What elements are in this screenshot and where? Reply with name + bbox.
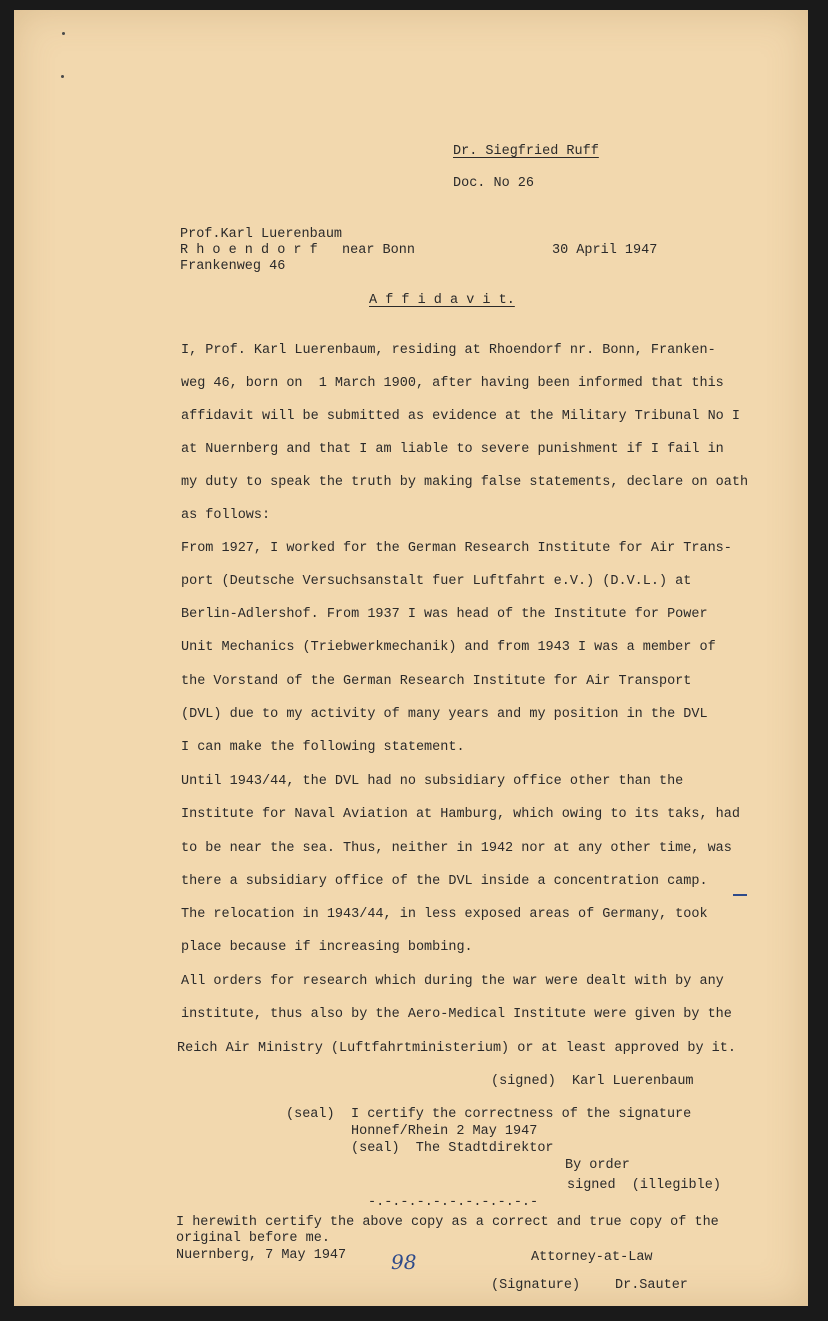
paper-speck bbox=[61, 75, 64, 78]
paper-speck bbox=[62, 32, 65, 35]
stadtdirektor-line: (seal) The Stadtdirektor bbox=[351, 1141, 554, 1156]
signer-name: Dr.Sauter bbox=[615, 1278, 688, 1293]
handwritten-page-number: 98 bbox=[391, 1250, 417, 1274]
body-line: to be near the sea. Thus, neither in 1942 nor at any other time, was bbox=[181, 841, 732, 856]
address-line-1: Prof.Karl Luerenbaum bbox=[180, 227, 343, 242]
body-line: Reich Air Ministry (Luftfahrtministerium) or at least approved by it. bbox=[177, 1041, 736, 1056]
place-date-line: Honnef/Rhein 2 May 1947 bbox=[351, 1124, 538, 1139]
signature-label: (Signature) bbox=[491, 1278, 581, 1293]
signed-line: (signed) Karl Luerenbaum bbox=[491, 1074, 694, 1089]
body-line: port (Deutsche Versuchsanstalt fuer Luftfahrt e.V.) (D.V.L.) at bbox=[181, 574, 692, 589]
certification-place-date: Nuernberg, 7 May 1947 bbox=[176, 1248, 347, 1263]
certification-line-1: I herewith certify the above copy as a correct and true copy of the bbox=[176, 1215, 719, 1230]
body-line: weg 46, born on 1 March 1900, after having been informed that this bbox=[181, 376, 724, 391]
signed-illegible-line: signed (illegible) bbox=[567, 1178, 721, 1193]
body-line: Until 1943/44, the DVL had no subsidiary office other than the bbox=[181, 774, 684, 789]
by-order-line: By order bbox=[565, 1158, 630, 1173]
body-line: Berlin-Adlershof. From 1937 I was head of the Institute for Power bbox=[181, 607, 708, 622]
attorney-label: Attorney-at-Law bbox=[531, 1250, 653, 1265]
address-line-2: R h o e n d o r f near Bonn bbox=[180, 243, 415, 258]
certify-signature-line: I certify the correctness of the signature bbox=[351, 1107, 692, 1122]
body-line: (DVL) due to my activity of many years and my position in the DVL bbox=[181, 707, 708, 722]
document-date: 30 April 1947 bbox=[552, 243, 658, 258]
certification-line-2: original before me. bbox=[176, 1231, 330, 1246]
body-line: at Nuernberg and that I am liable to severe punishment if I fail in bbox=[181, 442, 724, 457]
seal-label: (seal) bbox=[286, 1107, 335, 1122]
body-line: affidavit will be submitted as evidence at the Military Tribunal No I bbox=[181, 409, 740, 424]
body-line: All orders for research which during the war were dealt with by any bbox=[181, 974, 724, 989]
body-line: there a subsidiary office of the DVL inside a concentration camp. bbox=[181, 874, 708, 889]
body-line: Unit Mechanics (Triebwerkmechanik) and from 1943 I was a member of bbox=[181, 640, 716, 655]
body-line: The relocation in 1943/44, in less exposed areas of Germany, took bbox=[181, 907, 708, 922]
body-line: From 1927, I worked for the German Research Institute for Air Trans- bbox=[181, 541, 732, 556]
body-line: the Vorstand of the German Research Institute for Air Transport bbox=[181, 674, 692, 689]
document-title: A f f i d a v i t. bbox=[369, 293, 515, 308]
body-line: institute, thus also by the Aero-Medical Institute were given by the bbox=[181, 1007, 732, 1022]
body-line: I can make the following statement. bbox=[181, 740, 465, 755]
body-line: place because if increasing bombing. bbox=[181, 940, 473, 955]
body-line: I, Prof. Karl Luerenbaum, residing at Rhoendorf nr. Bonn, Franken- bbox=[181, 343, 716, 358]
separator-line: -.-.-.-.-.-.-.-.-.-.- bbox=[368, 1195, 539, 1210]
body-line: as follows: bbox=[181, 508, 271, 523]
margin-pen-mark bbox=[733, 894, 747, 896]
address-line-3: Frankenweg 46 bbox=[180, 259, 286, 274]
doc-number: Doc. No 26 bbox=[453, 176, 535, 191]
body-line: Institute for Naval Aviation at Hamburg, which owing to its taks, had bbox=[181, 807, 740, 822]
header-name: Dr. Siegfried Ruff bbox=[453, 144, 599, 159]
body-line: my duty to speak the truth by making false statements, declare on oath bbox=[181, 475, 749, 490]
